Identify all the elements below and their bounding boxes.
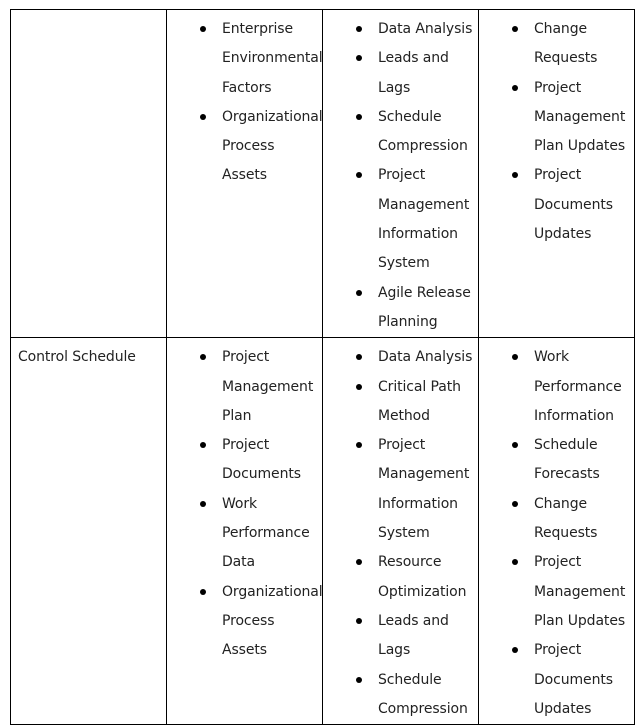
list-item-text: Organizational Process Assets (222, 583, 323, 659)
list-item-text: Project Documents (222, 437, 301, 483)
table-row (11, 10, 635, 338)
list-item (167, 15, 322, 103)
bullet-icon (200, 114, 206, 120)
list-item (479, 636, 634, 724)
list-item (167, 343, 322, 431)
list-item (167, 578, 322, 666)
list-item (323, 666, 478, 725)
process-name: Control Schedule (18, 349, 136, 366)
bullet-icon (512, 172, 518, 178)
list-item (323, 431, 478, 548)
list-item (323, 343, 478, 372)
list-item-text: Project Management Information System (378, 437, 470, 542)
bullet-icon (512, 85, 518, 91)
list-item-text: Change Requests (534, 21, 598, 67)
bullet-icon (512, 26, 518, 32)
bullet-icon (512, 559, 518, 565)
list-item (167, 490, 322, 578)
inputs-list (167, 338, 322, 665)
bullet-icon (356, 290, 362, 296)
list-item-text: Leads and Lags (378, 50, 449, 96)
list-item-text: Critical Path Method (378, 378, 461, 424)
outputs-list (479, 338, 634, 724)
bullet-icon (200, 501, 206, 507)
bullet-icon (200, 26, 206, 32)
tools-list (323, 10, 478, 337)
list-item (323, 44, 478, 103)
list-item (323, 373, 478, 432)
bullet-icon (512, 501, 518, 507)
bullet-icon (356, 442, 362, 448)
list-item-text: Project Management Plan Updates (534, 554, 626, 629)
list-item (479, 343, 634, 431)
list-item (323, 548, 478, 607)
list-item-text: Data Analysis (378, 349, 473, 366)
bullet-icon (356, 354, 362, 360)
bullet-icon (356, 172, 362, 178)
list-item (479, 490, 634, 549)
list-item (479, 161, 634, 249)
list-item-text: Project Management Plan Updates (534, 79, 626, 155)
list-item-text: Schedule Compression (378, 108, 468, 155)
bullet-icon (356, 618, 362, 624)
process-name (11, 10, 166, 15)
process-cell (11, 338, 167, 725)
list-item-text: Enterprise Environmental Factors (222, 21, 323, 96)
outputs-cell (479, 10, 635, 338)
list-item-text: Work Performance Information (534, 349, 622, 424)
outputs-cell (479, 338, 635, 725)
list-item-text: Change Requests (534, 495, 598, 542)
table-row (11, 338, 635, 725)
list-item (479, 74, 634, 162)
list-item-text: Project Documents Updates (534, 642, 613, 717)
list-item (323, 15, 478, 44)
inputs-list (167, 10, 322, 191)
list-item-text: Work Performance Data (222, 495, 310, 571)
list-item-text: Schedule Compression (378, 671, 468, 717)
outputs-list (479, 10, 634, 249)
bullet-icon (200, 442, 206, 448)
bullet-icon (356, 55, 362, 61)
list-item-text: Project Management Plan (222, 349, 314, 424)
bullet-icon (200, 354, 206, 360)
list-item-text: Resource Optimization (378, 554, 467, 600)
process-table (10, 9, 635, 725)
list-item (167, 103, 322, 191)
list-item (323, 161, 478, 278)
bullet-icon (512, 354, 518, 360)
bullet-icon (200, 589, 206, 595)
bullet-icon (356, 26, 362, 32)
list-item (323, 607, 478, 666)
list-item (479, 431, 634, 490)
list-item-text: Leads and Lags (378, 612, 449, 659)
list-item-text: Project Documents Updates (534, 167, 613, 243)
bullet-icon (356, 559, 362, 565)
list-item-text: Organizational Process Assets (222, 108, 323, 184)
process-cell (11, 10, 167, 338)
bullet-icon (356, 384, 362, 390)
list-item (323, 279, 478, 338)
list-item (479, 548, 634, 636)
list-item-text: Schedule Forecasts (534, 437, 600, 483)
list-item-text: Agile Release Planning (378, 284, 471, 330)
bullet-icon (356, 114, 362, 120)
tools-cell (323, 10, 479, 338)
inputs-cell (167, 10, 323, 338)
list-item (479, 15, 634, 74)
bullet-icon (356, 677, 362, 683)
tools-cell (323, 338, 479, 725)
inputs-cell (167, 338, 323, 725)
list-item (167, 431, 322, 490)
bullet-icon (512, 647, 518, 653)
list-item-text: Data Analysis (378, 21, 473, 37)
bullet-icon (512, 442, 518, 448)
list-item-text: Project Management Information System (378, 167, 470, 272)
tools-list (323, 338, 478, 724)
list-item (323, 103, 478, 162)
